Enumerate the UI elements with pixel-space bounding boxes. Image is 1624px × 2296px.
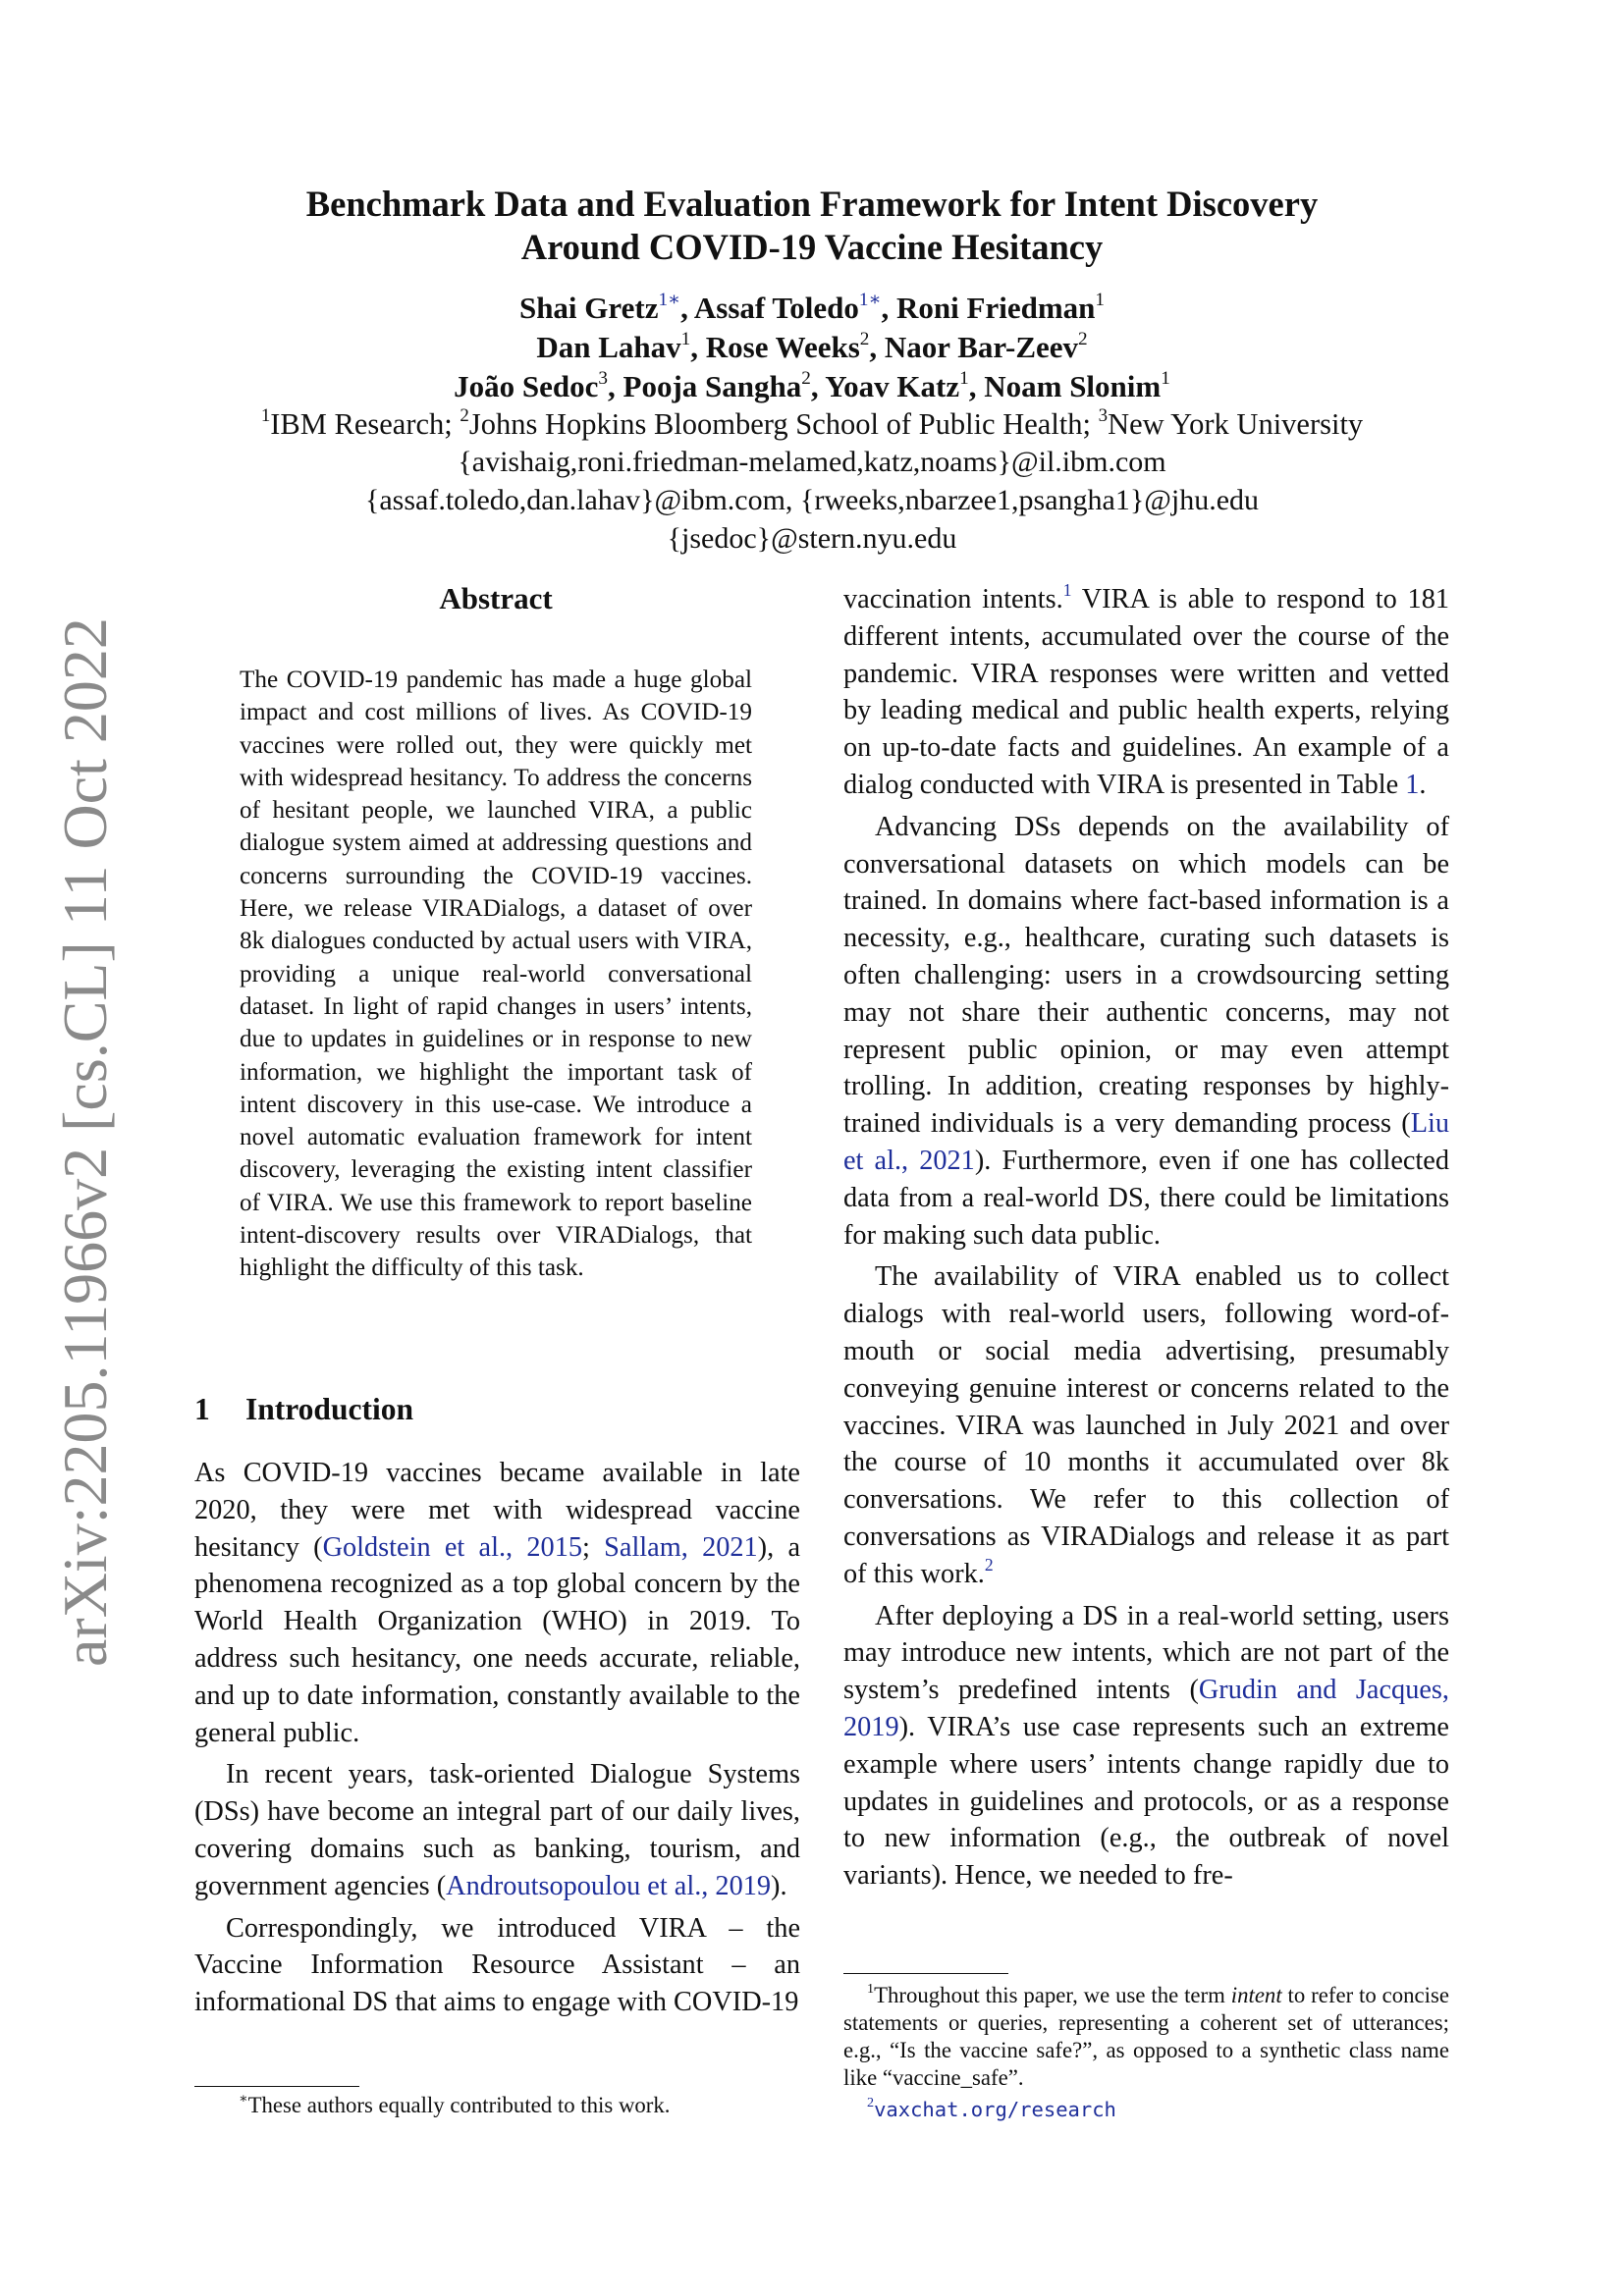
footnote-text: These authors equally contributed to this work. bbox=[247, 2093, 671, 2117]
author-name: João Sedoc bbox=[454, 369, 599, 403]
author-name: Shai Gretz bbox=[518, 291, 659, 325]
abstract-heading: Abstract bbox=[439, 581, 553, 615]
email-line: {avishaig,roni.friedman-melamed,katz,noams}@il.ibm.com bbox=[458, 446, 1166, 478]
author-line-2: Dan Lahav$^1$, Rose Weeks$^2$, Naor Bar-Zeev$^2$ bbox=[536, 328, 1088, 364]
author-name: Yoav Katz bbox=[825, 369, 960, 403]
paragraph bbox=[194, 1455, 800, 1751]
author-sup: 1 bbox=[1161, 367, 1170, 389]
text-run: ). VIRA’s use case represents such an extreme example where users’ intents change rapidly due to updates in guidelines and protocols, or as a response to new information (e.g., the outbreak of novel variants). Hence, we needed to fre- bbox=[843, 1711, 1449, 1892]
footnote bbox=[194, 2092, 800, 2119]
citation-link[interactable]: Liu et al., 2021 bbox=[843, 1108, 1449, 1176]
author-sup: 1 bbox=[680, 328, 691, 349]
footnote-link[interactable]: 1 bbox=[1062, 579, 1072, 600]
affiliation-sup: 1 bbox=[260, 404, 271, 426]
author-sup: 3 bbox=[598, 367, 609, 389]
citation-link[interactable]: Goldstein et al., 2015 bbox=[322, 1531, 582, 1563]
footnote-rule bbox=[194, 2086, 359, 2087]
text-run: VIRA is able to respond to 181 different intents, accumulated over the course of the pandemic. VIRA responses were written and vetted by leading medical and public health experts, relying on up-to-date facts and guidelines. An example of a dialog conducted with VIRA is presented in Table bbox=[843, 584, 1449, 800]
arxiv-identifier: arXiv:2205.11966v2 [cs.CL] 11 Oct 2022 bbox=[50, 617, 120, 1667]
affiliation: New York University bbox=[1108, 407, 1364, 441]
author-name: Roni Friedman bbox=[896, 291, 1096, 325]
author-sup: 2 bbox=[1078, 328, 1088, 349]
footnote-emphasis: intent bbox=[1230, 1983, 1282, 2007]
paragraph bbox=[843, 581, 1449, 804]
author-sup: 1 bbox=[1095, 289, 1106, 310]
footnote-mark: 1 bbox=[867, 1981, 875, 1997]
citation-link[interactable]: Sallam, 2021 bbox=[604, 1531, 758, 1563]
footnote-text: Throughout this paper, we use the term bbox=[874, 1983, 1231, 2007]
author-name: Dan Lahav bbox=[536, 330, 681, 364]
author-sup: 2 bbox=[859, 328, 870, 349]
text-run: . bbox=[1419, 769, 1427, 800]
citation-link[interactable]: Grudin and Jacques, 2019 bbox=[843, 1675, 1449, 1742]
text-run: ; bbox=[582, 1531, 605, 1563]
footnote-rule bbox=[843, 1973, 1008, 1974]
citation-link[interactable]: Androutsopoulou et al., 2019 bbox=[446, 1870, 772, 1901]
text-run: Advancing DSs depends on the availability of conversational datasets on which models can be trained. In domains where fact-based information is a necessity, e.g., healthcare, curating such datasets is often challenging: users in a crowdsourcing setting may not share their authentic concerns, may not represent public opinion, or may even attempt trolling. In addition, creating responses by highly-trained individuals is a very demanding process ( bbox=[843, 811, 1449, 1140]
author-name: Naor Bar-Zeev bbox=[884, 330, 1079, 364]
title-line-2: Around COVID-19 Vaccine Hesitancy bbox=[520, 227, 1104, 267]
title-line-1: Benchmark Data and Evaluation Framework for Intent Discovery bbox=[305, 184, 1319, 224]
affiliation-sup: 3 bbox=[1098, 404, 1109, 426]
affiliation: Johns Hopkins Bloomberg School of Public Health; bbox=[468, 407, 1099, 441]
affiliations bbox=[147, 404, 1477, 442]
paragraph bbox=[843, 1598, 1449, 1895]
footnote-mark: 2 bbox=[867, 2095, 875, 2110]
text-run: ). bbox=[771, 1870, 787, 1901]
footnote-mark: ∗ bbox=[239, 2091, 248, 2107]
author-sup: 2 bbox=[801, 367, 811, 389]
right-column bbox=[843, 581, 1449, 1895]
text-run: The availability of VIRA enabled us to collect dialogs with real-world users, following word-of-mouth or social media advertising, presumably conveying genuine interest or concerns related to the vaccines. VIRA was launched in July 2021 and over the course of 10 months it accumulated over 8k conversations. We refer to this collection of conversations as VIRADialogs and release it as part of this work. bbox=[843, 1261, 1449, 1589]
paragraph bbox=[843, 1258, 1449, 1592]
text-run: vaccination intents. bbox=[843, 584, 1063, 614]
text-run: After deploying a DS in a real-world setting, users may introduce new intents, which are not part of the system’s predefined intents ( bbox=[843, 1600, 1449, 1706]
paragraph bbox=[194, 1756, 800, 1904]
footnote-url-link[interactable]: vaxchat.org/research bbox=[874, 2098, 1116, 2121]
paper-title bbox=[196, 183, 1428, 269]
section-heading bbox=[194, 1392, 413, 1427]
author-name: Noam Slonim bbox=[984, 369, 1162, 403]
section-number: 1 bbox=[194, 1392, 210, 1426]
left-column bbox=[194, 1455, 800, 2021]
author-name: Pooja Sangha bbox=[623, 369, 802, 403]
footnote-text: to refer to concise statements or queries, representing a coherent set of utterances; e.g., “Is the vaccine safe?”, as opposed to a synthetic class name like “vaccine_safe”. bbox=[843, 1983, 1449, 2090]
paragraph bbox=[843, 809, 1449, 1255]
author-sup: 1∗ bbox=[658, 289, 681, 310]
table-ref-link[interactable]: 1 bbox=[1405, 769, 1420, 800]
footnote bbox=[867, 2096, 1449, 2123]
author-sup: 1 bbox=[959, 367, 969, 389]
affiliation-sup: 2 bbox=[460, 404, 469, 426]
section-title: Introduction bbox=[245, 1392, 413, 1426]
author-line-1: Shai Gretz$^{1∗}$, Assaf Toledo$^{1∗}$, Roni Friedman$^1$ bbox=[518, 289, 1106, 325]
abstract-text: The COVID-19 pandemic has made a huge global impact and cost millions of lives. As COVID-19 vaccines were rolled out, they were quickly met with widespread hesitancy. To address the concerns of hesitant people, we launched VIRA, a public dialogue system aimed at addressing questions and concerns surrounding the COVID-19 vaccines. Here, we release VIRADialogs, a dataset of over 8k dialogues conducted by actual users with VIRA, providing a unique real-world conversational dataset. In light of rapid changes in users’ intents, due to updates in guidelines or in response to new information, we highlight the important task of intent discovery in this use-case. We introduce a novel automatic evaluation framework for intent discovery, leveraging the existing intent classifier of VIRA. We use this framework to report baseline intent-discovery results over VIRADialogs, that highlight the difficulty of this task. bbox=[240, 667, 752, 1282]
footnote bbox=[843, 1982, 1449, 2092]
author-sup: 1∗ bbox=[858, 289, 882, 310]
author-line-3: João Sedoc$^3$, Pooja Sangha$^2$, Yoav Katz$^1$, Noam Slonim$^1$ bbox=[454, 367, 1170, 403]
paragraph: Correspondingly, we introduced VIRA – the Vaccine Information Resource Assistant – an informational DS that aims to engage with COVID-19 bbox=[194, 1912, 800, 2018]
email-line: {jsedoc}@stern.nyu.edu bbox=[667, 522, 957, 555]
text-run: ). Furthermore, even if one has collected data from a real-world DS, there could be limitations for making such data public. bbox=[843, 1145, 1450, 1251]
email-line: {assaf.toledo,dan.lahav}@ibm.com, {rweeks,nbarzee1,psangha1}@jhu.edu bbox=[364, 484, 1260, 516]
affiliation: IBM Research; bbox=[270, 407, 460, 441]
text-run: ), a phenomena recognized as a top global concern by the World Health Organization (WHO) in 2019. To address such hesitancy, one needs accurate, reliable, and up to date information, constantly available to the general public. bbox=[194, 1531, 800, 1748]
author-name: Assaf Toledo bbox=[693, 291, 859, 325]
author-name: Rose Weeks bbox=[705, 330, 860, 364]
text-run: In recent years, task-oriented Dialogue Systems (DSs) have become an integral part of our daily lives, covering domains such as banking, tourism, and government agencies ( bbox=[194, 1759, 800, 1901]
footnote-link[interactable]: 2 bbox=[984, 1554, 994, 1575]
text-run: As COVID-19 vaccines became available in late 2020, they were met with widespread vaccine hesitancy ( bbox=[194, 1458, 800, 1563]
